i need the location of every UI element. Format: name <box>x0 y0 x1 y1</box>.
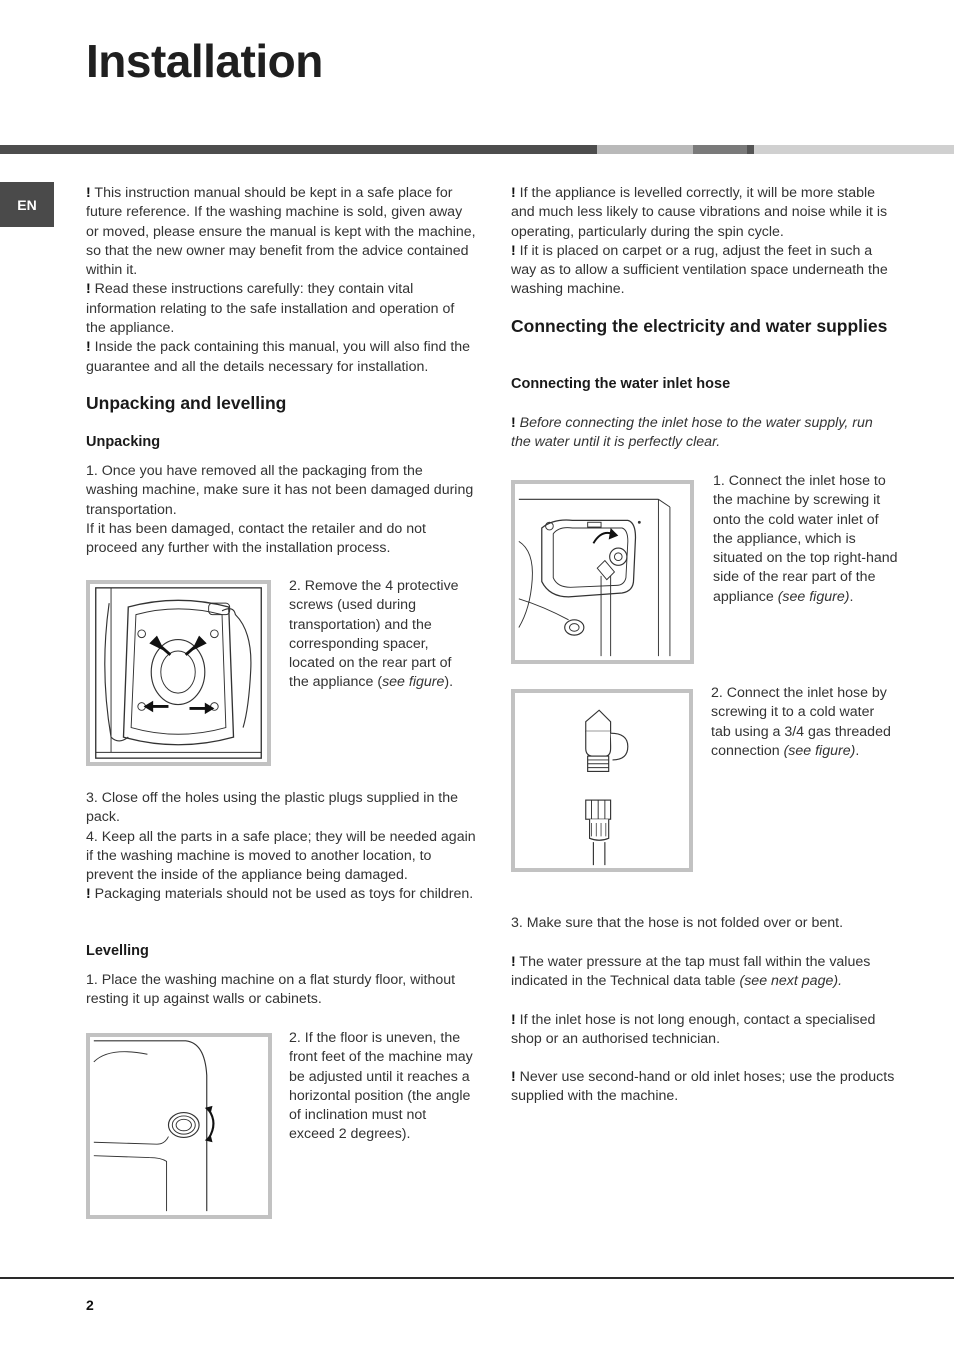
levelling-step-1: 1. Place the washing machine on a flat sturdy floor, without resting it up against walls or cabinets. <box>86 972 456 1008</box>
footer-divider <box>0 1277 954 1279</box>
inlet-step-2: 2. Connect the inlet hose by screwing it to a cold water tab using a 3/4 gas threaded connection (see figure). <box>711 685 891 759</box>
unpacking-step-4: 4. Keep all the parts in a safe place; they will be needed again if the washing machine is moved to another location, to prevent the inside of the appliance being damaged. <box>86 828 476 884</box>
note-hose-length: ! If the inlet hose is not long enough, contact a specialised shop or an authorised technician. <box>511 1012 876 1048</box>
heading-unpacking-levelling: Unpacking and levelling <box>86 393 287 413</box>
unpacking-steps-3-4 <box>86 789 478 905</box>
levelling-foot-figure <box>86 1033 272 1219</box>
tap-connection-figure <box>511 689 693 872</box>
intro-paragraph-2: ! Read these instructions carefully: they contain vital information relating to the safe installation and operation of the appliance. <box>86 281 455 337</box>
header-bar-lighter <box>754 145 954 154</box>
language-tab: EN <box>0 182 54 227</box>
intro-block <box>86 184 476 377</box>
foot-adjust-illustration <box>90 1037 268 1215</box>
levelling-note-carpet: ! If it is placed on carpet or a rug, adjust the feet in such a way as to allow a sufficient ventilation space underneath the washing machine. <box>511 242 888 298</box>
heading-unpacking: Unpacking <box>86 434 161 450</box>
inlet-connection-figure <box>511 480 694 664</box>
unpacking-step-1: 1. Once you have removed all the packaging from the washing machine, make sure it has not been damaged during transportation. If it has been damaged, contact the retailer and do not proceed any further with the installation process. <box>86 463 474 557</box>
inlet-warning: ! Before connecting the inlet hose to the water supply, run the water until it is perfectly clear. <box>511 415 873 451</box>
rear-screws-figure <box>86 580 271 766</box>
tap-thread-illustration <box>515 693 689 868</box>
unpacking-step-2: 2. Remove the 4 protective screws (used during transportation) and the corresponding spacer, located on the rear part of the appliance (see figure). <box>289 578 459 691</box>
intro-paragraph-3: ! Inside the pack containing this manual, you will also find the guarantee and all the details necessary for installation. <box>86 339 471 375</box>
levelling-step-2: 2. If the floor is uneven, the front feet of the machine may be adjusted until it reaches a horizontal position (the angle of inclination must not exceed 2 degrees). <box>289 1030 473 1143</box>
note-water-pressure: ! The water pressure at the tap must fall within the values indicated in the Technical data table (see next page). <box>511 954 871 990</box>
header-bar-dark <box>0 145 597 154</box>
note-second-hand-hoses: ! Never use second-hand or old inlet hoses; use the products supplied with the machine. <box>511 1069 895 1105</box>
page-number: 2 <box>86 1297 94 1313</box>
packaging-warning: ! Packaging materials should not be used as toys for children. <box>86 886 474 903</box>
washer-rear-illustration <box>90 584 267 762</box>
page-title: Installation <box>86 35 323 87</box>
intro-paragraph-1: ! This instruction manual should be kept in a safe place for future reference. If the washing machine is sold, given away or moved, please ensure the manual is kept with the machine, so that the new owner may benefit from the advice contained within it. <box>86 185 476 279</box>
heading-water-inlet-hose: Connecting the water inlet hose <box>511 376 731 392</box>
heading-levelling: Levelling <box>86 943 149 959</box>
levelling-note-stable: ! If the appliance is levelled correctly, it will be more stable and much less likely to cause vibrations and noise while it is operating, particularly during the spin cycle. <box>511 185 888 240</box>
header-bar-light <box>597 145 693 154</box>
heading-connecting-supplies: Connecting the electricity and water supplies <box>511 316 888 336</box>
levelling-notes <box>511 184 896 300</box>
header-bar-accent <box>747 145 754 154</box>
machine-inlet-illustration <box>515 484 690 660</box>
unpacking-step-3: 3. Close off the holes using the plastic plugs supplied in the pack. <box>86 790 459 826</box>
header-bar-mid <box>693 145 747 154</box>
inlet-step-3: 3. Make sure that the hose is not folded over or bent. <box>511 915 844 931</box>
inlet-step-1: 1. Connect the inlet hose to the machine by screwing it onto the cold water inlet of the appliance, which is situated on the top right-hand side of the rear part of the appliance (see figure). <box>713 473 898 605</box>
